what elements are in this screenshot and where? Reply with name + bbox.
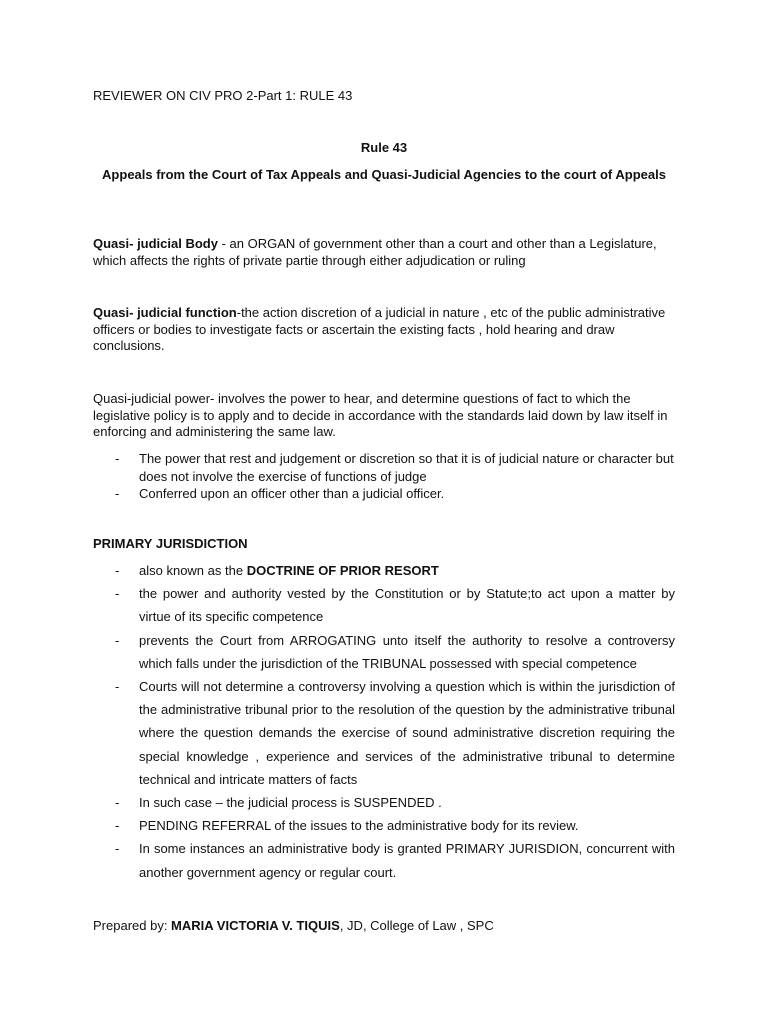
list-item: - Courts will not determine a controversy involving a question which is within the jurisdiction of the administrative tribunal prior to the resolution of the question by the administrative tribunal where the question demands the exercise of sound administrative discretion requiring the special knowledge , experience and services of the administrative tribunal to determine technical and intricate matters of facts xyxy=(93,675,675,791)
author-name: MARIA VICTORIA V. TIQUIS xyxy=(171,918,340,933)
list-dash: - xyxy=(115,841,120,857)
list-dash: - xyxy=(115,632,120,648)
quasi-judicial-body-term: Quasi- judicial Body xyxy=(93,236,218,251)
quasi-judicial-body-definition: - an ORGAN of government other than a court and other than a Legislature, which affects the rights of private partie through either adjudication or ruling xyxy=(93,236,657,268)
quasi-judicial-power-list xyxy=(93,450,675,503)
quasi-judicial-function-paragraph xyxy=(93,305,675,355)
list-item: - In such case – the judicial process is SUSPENDED . xyxy=(93,791,675,814)
list-item: - the power and authority vested by the Constitution or by Statute;to act upon a matter by virtue of its specific competence xyxy=(93,582,675,628)
list-item: - The power that rest and judgement or discretion so that it is of judicial nature or character but does not involve the exercise of functions of judge xyxy=(115,451,674,484)
quasi-judicial-power-paragraph: Quasi-judicial power- involves the power to hear, and determine questions of fact to which the legislative policy is to apply and to decide in accordance with the standards laid down by law itself in enforcing and administering the same law. xyxy=(93,391,668,439)
list-item: - PENDING REFERRAL of the issues to the administrative body for its review. xyxy=(93,814,675,837)
quasi-judicial-body-paragraph xyxy=(93,236,675,269)
list-item: - Conferred upon an officer other than a judicial officer. xyxy=(115,486,445,501)
list-dash: - xyxy=(115,486,120,501)
list-dash: - xyxy=(115,679,120,695)
list-item: - also known as the DOCTRINE OF PRIOR RESORT xyxy=(93,559,675,582)
quasi-judicial-function-term: Quasi- judicial function xyxy=(93,305,237,320)
list-item: - In some instances an administrative body is granted PRIMARY JURISDION, concurrent with another government agency or regular court. xyxy=(93,837,675,883)
prepared-by-footer: Prepared by: MARIA VICTORIA V. TIQUIS, JD, College of Law , SPC xyxy=(93,918,494,933)
page-title: Rule 43 xyxy=(360,140,408,155)
doctrine-of-prior-resort: DOCTRINE OF PRIOR RESORT xyxy=(246,563,439,578)
list-dash: - xyxy=(115,795,120,811)
document-header: REVIEWER ON CIV PRO 2-Part 1: RULE 43 xyxy=(93,88,353,103)
list-dash: - xyxy=(115,451,120,466)
list-item: - prevents the Court from ARROGATING unto itself the authority to resolve a controversy which falls under the jurisdiction of the TRIBUNAL possessed with special competence xyxy=(93,629,675,675)
list-dash: - xyxy=(115,818,120,834)
page-subtitle: Appeals from the Court of Tax Appeals and Quasi-Judicial Agencies to the court of Appeals xyxy=(102,167,666,182)
primary-jurisdiction-heading: PRIMARY JURISDICTION xyxy=(93,536,248,551)
list-dash: - xyxy=(115,586,120,602)
quasi-judicial-function-definition: -the action discretion of a judicial in nature , etc of the public administrative officers or bodies to investigate facts or ascertain the existing facts , hold hearing and draw conclusions. xyxy=(93,305,666,353)
primary-jurisdiction-list xyxy=(93,559,675,884)
list-dash: - xyxy=(115,563,120,578)
